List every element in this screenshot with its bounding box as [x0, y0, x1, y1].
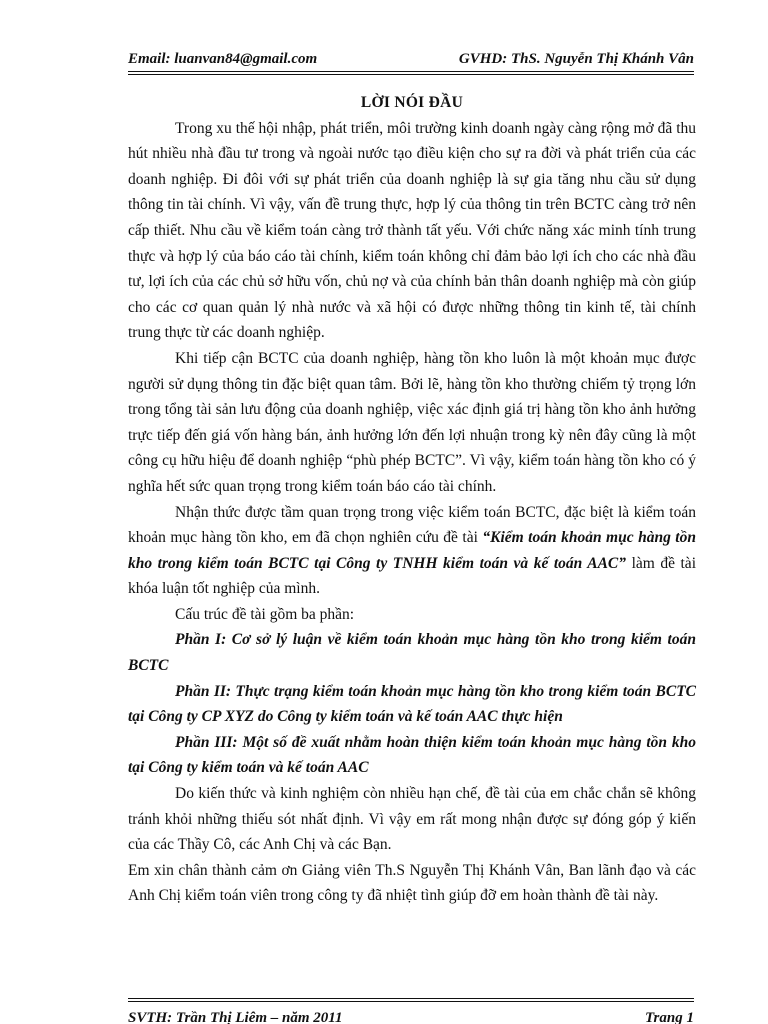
footer-author: SVTH: Trần Thị Liêm – năm 2011 — [128, 1010, 343, 1024]
header-rule-thin — [128, 74, 694, 75]
paragraph-1: Trong xu thế hội nhập, phát triển, môi trường kinh doanh ngày càng rộng mở đã thu hút nhiều nhà đầu tư trong và ngoài nước tạo điều kiện cho sự ra đời và phát triển của các doanh nghiệp. Đi đôi với sự phát triển của doanh nghiệp là sự gia tăng nhu cầu sử dụng thông tin tài chính. Vì vậy, vấn đề trung thực, hợp lý của thông tin trên BCTC càng trở nên cấp thiết. Nhu cầu về kiểm toán càng trở thành tất yếu. Với chức năng xác minh tính trung thực và hợp lý của báo cáo tài chính, kiểm toán không chỉ đảm bảo lợi ích cho các nhà đầu tư, lợi ích của các chủ sở hữu vốn, chủ nợ và của chính bản thân doanh nghiệp mà còn giúp cho các cơ quan quản lý nhà nước và xã hội có được những thông tin kinh tế, tài chính trung thực từ các doanh nghiệp. — [128, 119, 696, 342]
page-footer — [128, 1008, 694, 1024]
page-header — [128, 46, 694, 68]
structure-intro: Cấu trúc đề tài gồm ba phần: — [175, 605, 355, 623]
part-1: Phần I: Cơ sở lý luận về kiểm toán khoản mục hàng tồn kho trong kiểm toán BCTC — [128, 631, 696, 675]
paragraph-3-intro: Nhận thức được tầm quan trọng trong việc kiểm toán BCTC, đặc biệt là kiểm toán khoản mục hàng tồn kho, em đã chọn nghiên cứu đề tài — [128, 503, 696, 547]
paragraph-3-end: làm đề tài khóa luận tốt nghiệp của mình. — [128, 554, 696, 598]
footer-rule — [128, 998, 694, 999]
header-advisor: GVHD: ThS. Nguyễn Thị Khánh Vân — [458, 51, 694, 67]
page-number: Trang 1 — [644, 1010, 694, 1024]
paragraph-5: Em xin chân thành cảm ơn Giảng viên Th.S Nguyễn Thị Khánh Vân, Ban lãnh đạo và các Anh Chị kiểm toán viên trong công ty đã nhiệt tình giúp đỡ em hoàn thành đề tài này. — [128, 861, 696, 905]
paragraph-2: Khi tiếp cận BCTC của doanh nghiệp, hàng tồn kho luôn là một khoản mục được người sử dụng thông tin đặc biệt quan tâm. Bởi lẽ, hàng tồn kho thường chiếm tỷ trọng lớn trong tổng tài sản lưu động của doanh nghiệp, việc xác định giá trị hàng tồn kho ảnh hưởng trực tiếp đến giá vốn hàng bán, ảnh hưởng lớn đến lợi nhuận trong kỳ nên đây cũng là một công cụ hữu hiệu để doanh nghiệp “phù phép BCTC”. Vì vậy, kiểm toán hàng tồn kho có ý nghĩa hết sức quan trọng trong kiểm toán báo cáo tài chính. — [128, 349, 696, 495]
paragraph-3 — [128, 500, 696, 602]
header-email: Email: luanvan84@gmail.com — [128, 51, 318, 67]
header-rule — [128, 71, 694, 72]
thesis-topic: “Kiểm toán khoản mục hàng tồn kho trong kiểm toán BCTC tại Công ty TNHH kiểm toán và kế toán AAC” — [128, 529, 696, 572]
part-2: Phần II: Thực trạng kiểm toán khoản mục hàng tồn kho trong kiểm toán BCTC tại Công ty CP XYZ do Công ty kiểm toán và kế toán AAC thực hiện — [128, 682, 696, 726]
footer-rule-thin — [128, 1001, 694, 1002]
part-3: Phần III: Một số đề xuất nhằm hoàn thiện kiểm toán khoản mục hàng tồn kho tại Công ty kiểm toán và kế toán AAC — [128, 733, 696, 777]
document-title: LỜI NÓI ĐẦU — [360, 94, 464, 111]
paragraph-4: Do kiến thức và kinh nghiệm còn nhiều hạn chế, đề tài của em chắc chắn sẽ không tránh khỏi những thiếu sót nhất định. Vì vậy em rất mong nhận được sự đóng góp ý kiến của các Thầy Cô, các Anh Chị và các Bạn. — [128, 785, 696, 854]
document-body — [128, 90, 696, 909]
